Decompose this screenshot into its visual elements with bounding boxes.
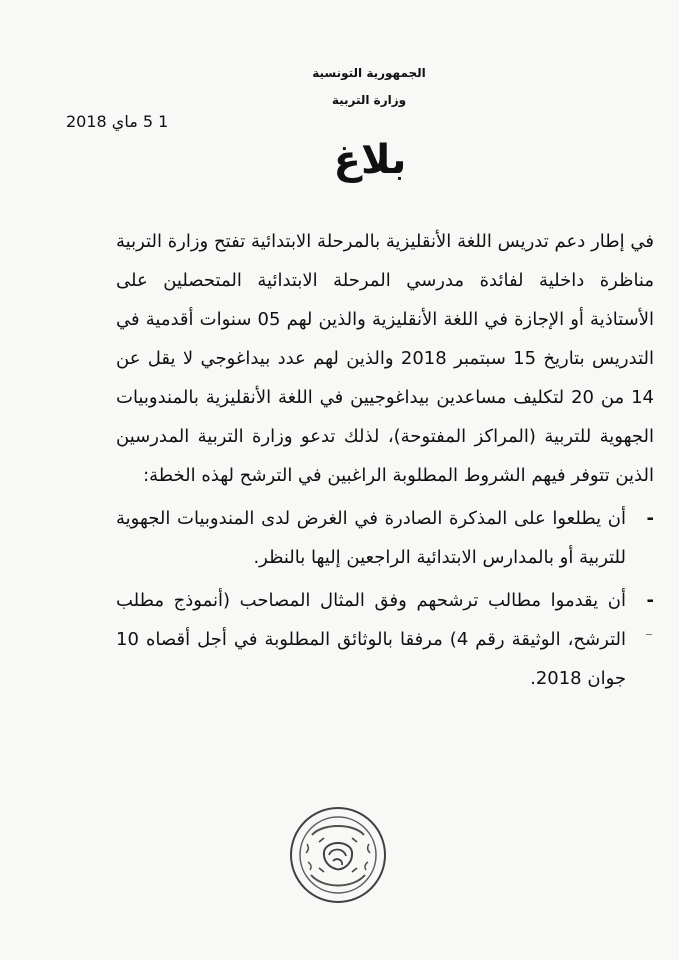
bullet-marker: -	[646, 590, 654, 611]
main-paragraph: في إطار دعم تدريس اللغة الأنقليزية بالمرحلة الابتدائية تفتح وزارة التربية مناظرة داخلية لفائدة مدرسي المرحلة الابتدائية المتحصلين على الأستاذية أو الإجازة في اللغة الأنقليزية والذين لهم 05 سنوات أقدمية في التدريس بتاريخ 15 سبتمبر 2018 والذين لهم عدد بيداغوجي لا يقل عن 14 من 20 لتكليف مساعدين بيداغوجيين في اللغة الأنقليزية بالمندوبيات الجهوية للتربية (المراكز المفتوحة)، لذلك تدعو وزارة التربية المدرسين الذين تتوفر فيهم الشروط المطلوبة الراغبين في الترشح لهذه الخطة:	[116, 231, 654, 486]
list-item-text: أن يطلعوا على المذكرة الصادرة في الغرض لدى المندوبيات الجهوية للتربية أو بالمدارس الابتدائية الراجعين إليها بالنظر.	[116, 508, 626, 568]
document-title: بلاغ	[333, 137, 407, 183]
requirements-list	[116, 499, 654, 698]
document-body	[116, 222, 654, 698]
republic-header: الجمهورية التونسية	[312, 66, 426, 80]
list-item	[116, 499, 654, 577]
ministry-header: وزارة التربية	[331, 93, 407, 107]
list-item-text: أن يقدموا مطالب ترشحهم وفق المثال المصاحب (أنموذج مطلب الترشح، الوثيقة رقم 4) مرفقا بالوثائق المطلوبة في أجل أقصاه 10 جوان 2018.	[116, 590, 626, 689]
official-seal-icon	[288, 805, 388, 905]
bullet-marker: -	[646, 508, 654, 529]
margin-mark	[646, 634, 652, 635]
document-date: 1 5 ماي 2018	[66, 112, 169, 131]
list-item	[116, 581, 654, 698]
